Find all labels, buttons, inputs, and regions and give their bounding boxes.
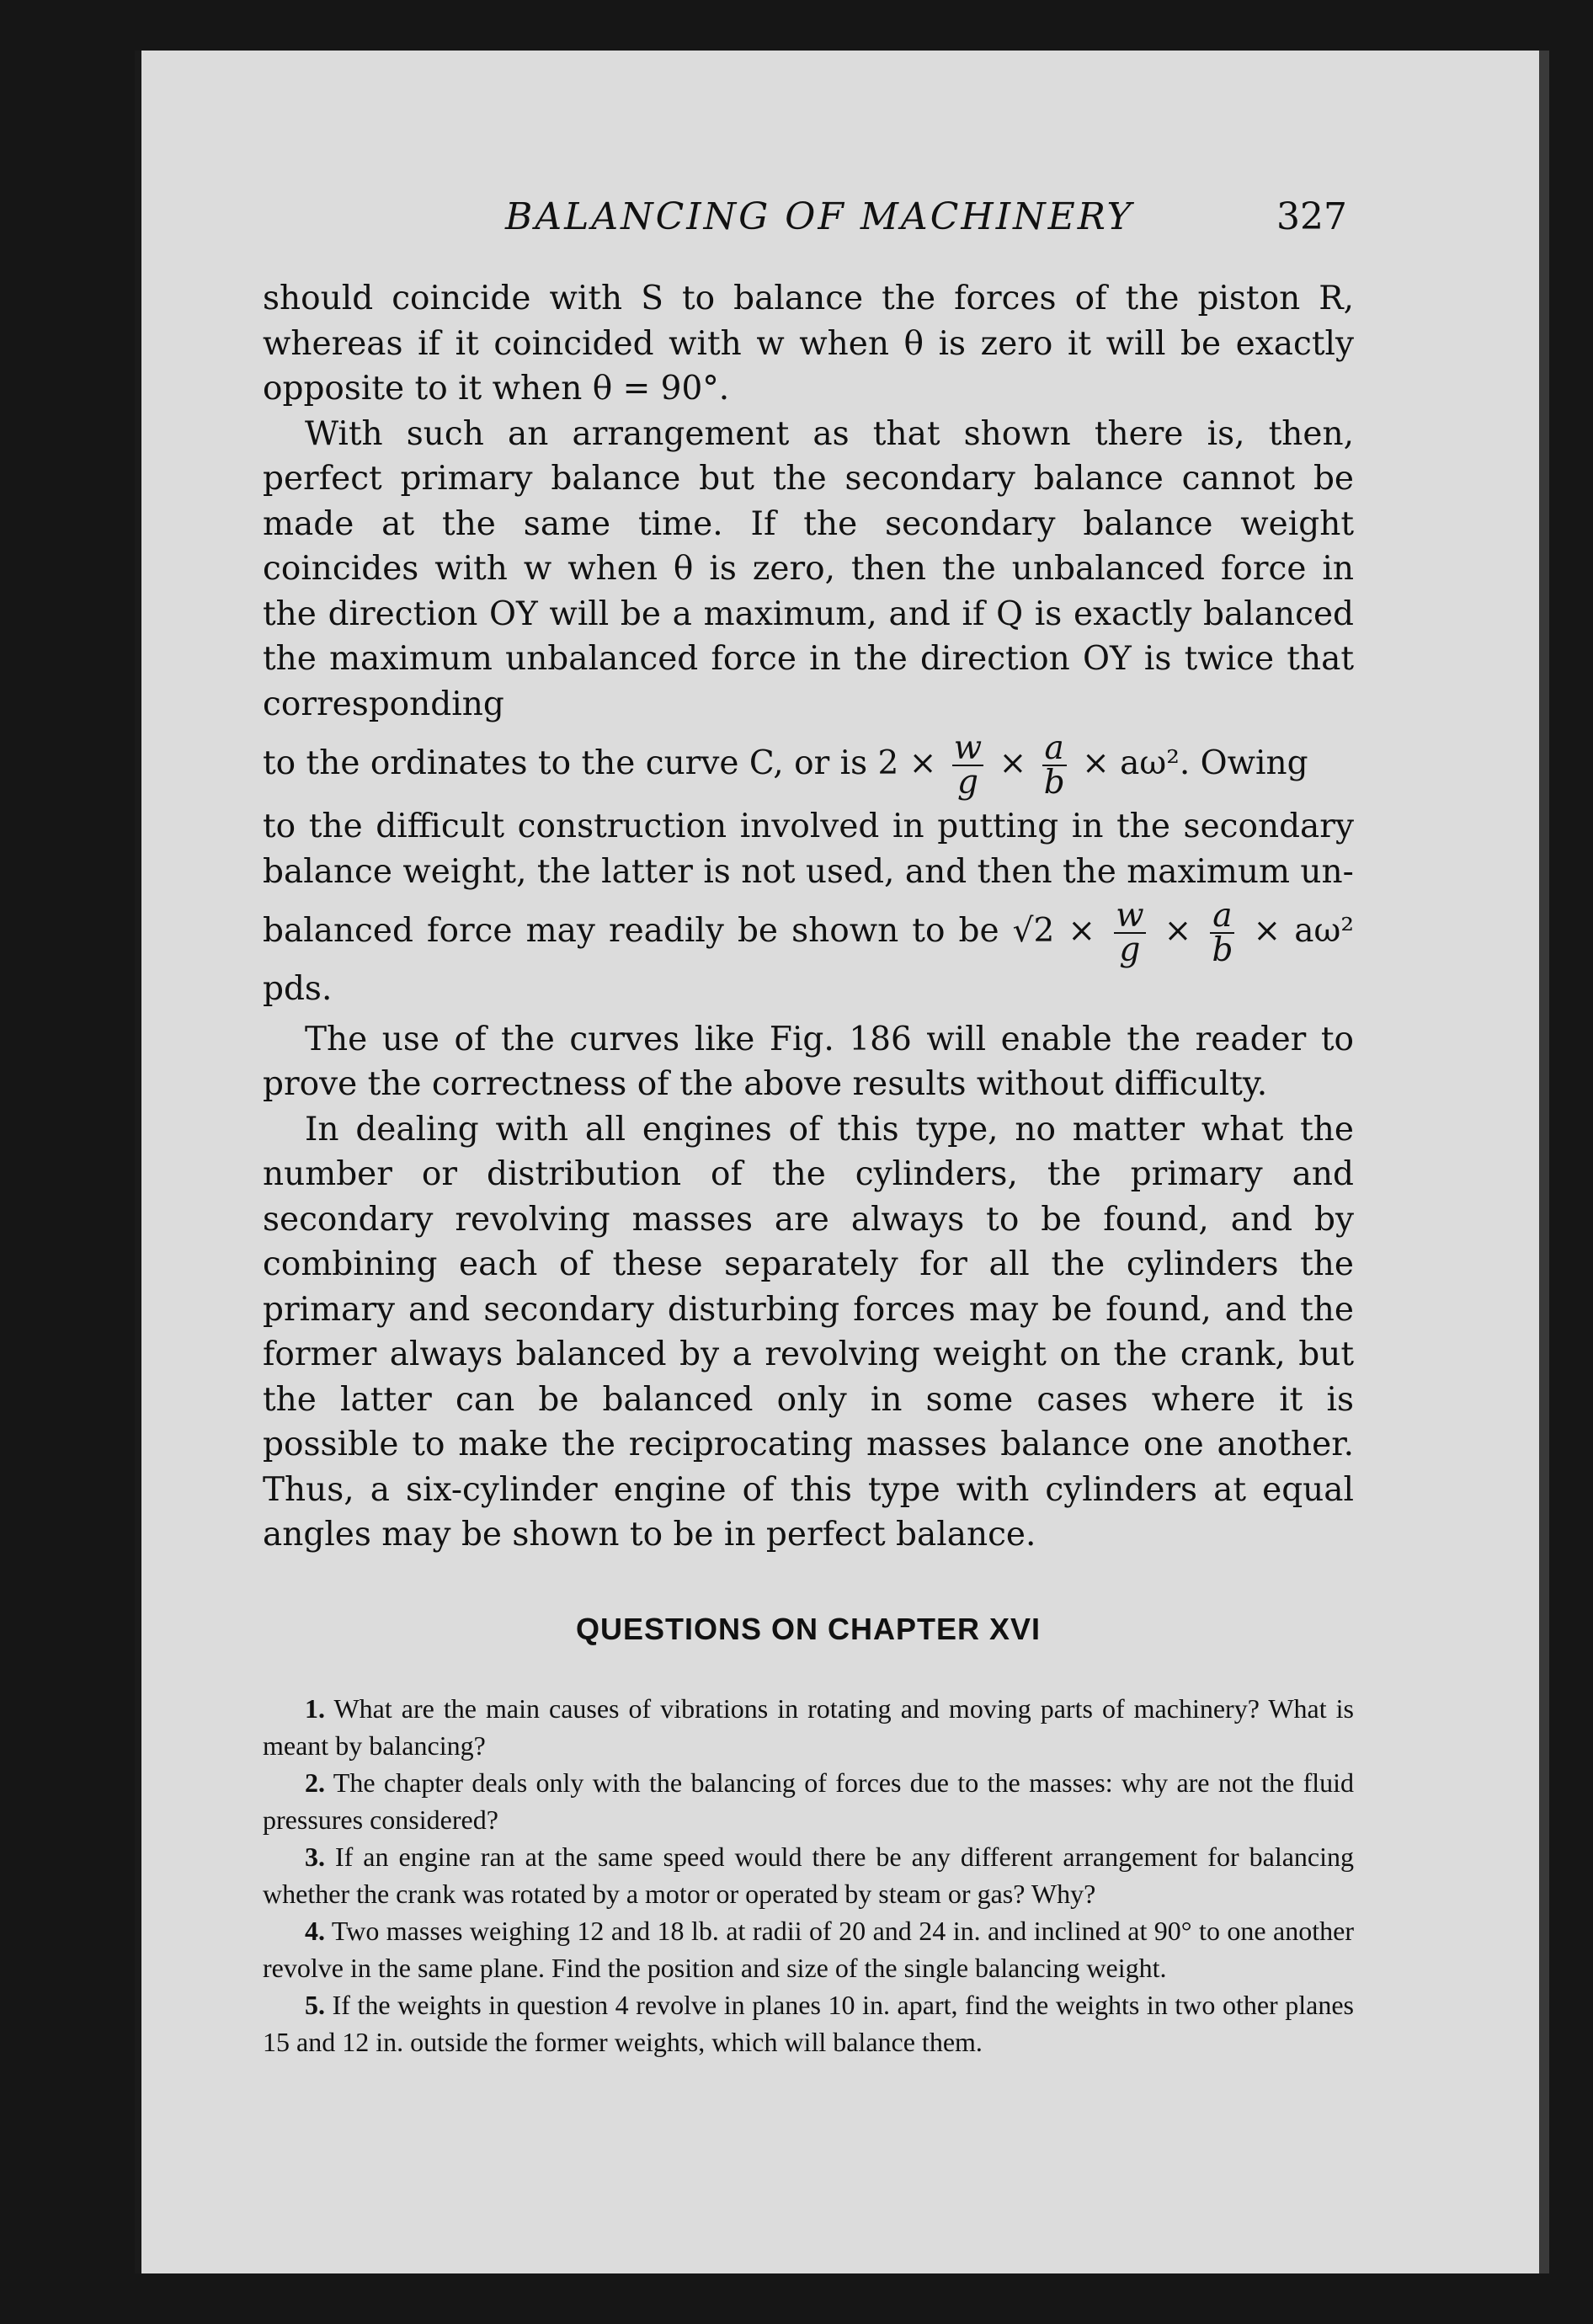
times-sign: × <box>999 744 1027 782</box>
question-item <box>263 1838 1354 1912</box>
equation-2-text: balanced force may readily be shown to be √2 × <box>263 912 1096 950</box>
question-number: 4. <box>305 1916 325 1946</box>
question-text: If an engine ran at the same speed would there be any different arrangement for balancing whether the crank was rotated by a motor or operated by steam or gas? Why? <box>263 1842 1355 1909</box>
question-item <box>263 1912 1354 1986</box>
question-item <box>263 1764 1354 1838</box>
paragraph-2: With such an arrangement as that shown there is, then, perfect primary balance but the secondary balance cannot be made at the same time. If the secondary balance weight coincides with w when θ is zero, then the unbalanced force in the direction OY will be a maximum, and if Q is exactly balanced the maximum unbalanced force in the direction OY is twice that corresponding <box>263 414 1354 723</box>
equation-1-text: to the ordinates to the curve C, or is 2 × <box>263 744 937 782</box>
paragraph-3: to the difficult construction involved in putting in the secondary balance weight, the latter is not used, and then the maximum un- <box>263 808 1354 891</box>
times-sign: × <box>1164 912 1192 950</box>
question-item <box>263 1986 1354 2060</box>
running-header <box>505 195 1347 238</box>
running-title: BALANCING OF MACHINERY <box>505 195 1134 238</box>
question-item <box>263 1690 1354 1764</box>
times-sign: × <box>1253 912 1281 950</box>
fraction-a-over-b: $\frac{a}{b}$ <box>1212 897 1233 969</box>
question-number: 2. <box>305 1767 325 1798</box>
question-number: 5. <box>305 1990 325 2020</box>
question-number: 3. <box>305 1842 325 1872</box>
equation-line-1 <box>263 729 1354 802</box>
paragraph-5: In dealing with all engines of this type, no matter what the number or distribution of the cylinders, the primary and secondary revolving masses are always to be found, and by combining each of these separately for all the cylinders the primary and secondary disturbing forces may be found, and the former always balanced by a revolving weight on the crank, but the latter can be balanced only in some cases where it is possible to make the reciprocating masses balance one another. Thus, a six-cylinder engine of this type with cylinders at equal angles may be shown to be in perfect balance. <box>263 1110 1354 1554</box>
page-body <box>263 276 1354 2060</box>
equation-2-tail: aω² pds. <box>263 912 1354 1008</box>
times-sign: × <box>1082 744 1110 782</box>
equation-1-tail: aω². Owing <box>1120 744 1308 782</box>
question-text: The chapter deals only with the balancing of forces due to the masses: why are not the fluid pressures considered? <box>263 1767 1355 1835</box>
fraction-w-over-g: $\frac{w}{g}$ <box>1116 897 1144 969</box>
equation-line-2 <box>263 899 1354 1012</box>
question-text: What are the main causes of vibrations in rotating and moving parts of machinery? What is meant by balancing? <box>263 1693 1355 1761</box>
page-number: 327 <box>1276 195 1347 238</box>
question-text: If the weights in question 4 revolve in planes 10 in. apart, find the weights in two other planes 15 and 12 in. outside the former weights, which will balance them. <box>263 1990 1355 2057</box>
fraction-a-over-b: $\frac{a}{b}$ <box>1043 729 1065 802</box>
page-right-edge <box>1539 51 1549 2273</box>
question-number: 1. <box>305 1693 325 1724</box>
fraction-w-over-g: $\frac{w}{g}$ <box>953 729 983 802</box>
questions-heading: QUESTIONS ON CHAPTER XVI <box>575 1611 1042 1646</box>
paragraph-4: The use of the curves like Fig. 186 will enable the reader to prove the correctness of the above results without difficulty. <box>263 1020 1354 1103</box>
question-text: Two masses weighing 12 and 18 lb. at radii of 20 and 24 in. and inclined at 90° to one another revolve in the same plane. Find the position and size of the single balancing weight. <box>263 1916 1355 1983</box>
page-binding-edge <box>135 51 141 2273</box>
paragraph-1: should coincide with S to balance the forces of the piston R, whereas if it coincided with w when θ is zero it will be exactly opposite to it when θ = 90°. <box>263 280 1354 408</box>
